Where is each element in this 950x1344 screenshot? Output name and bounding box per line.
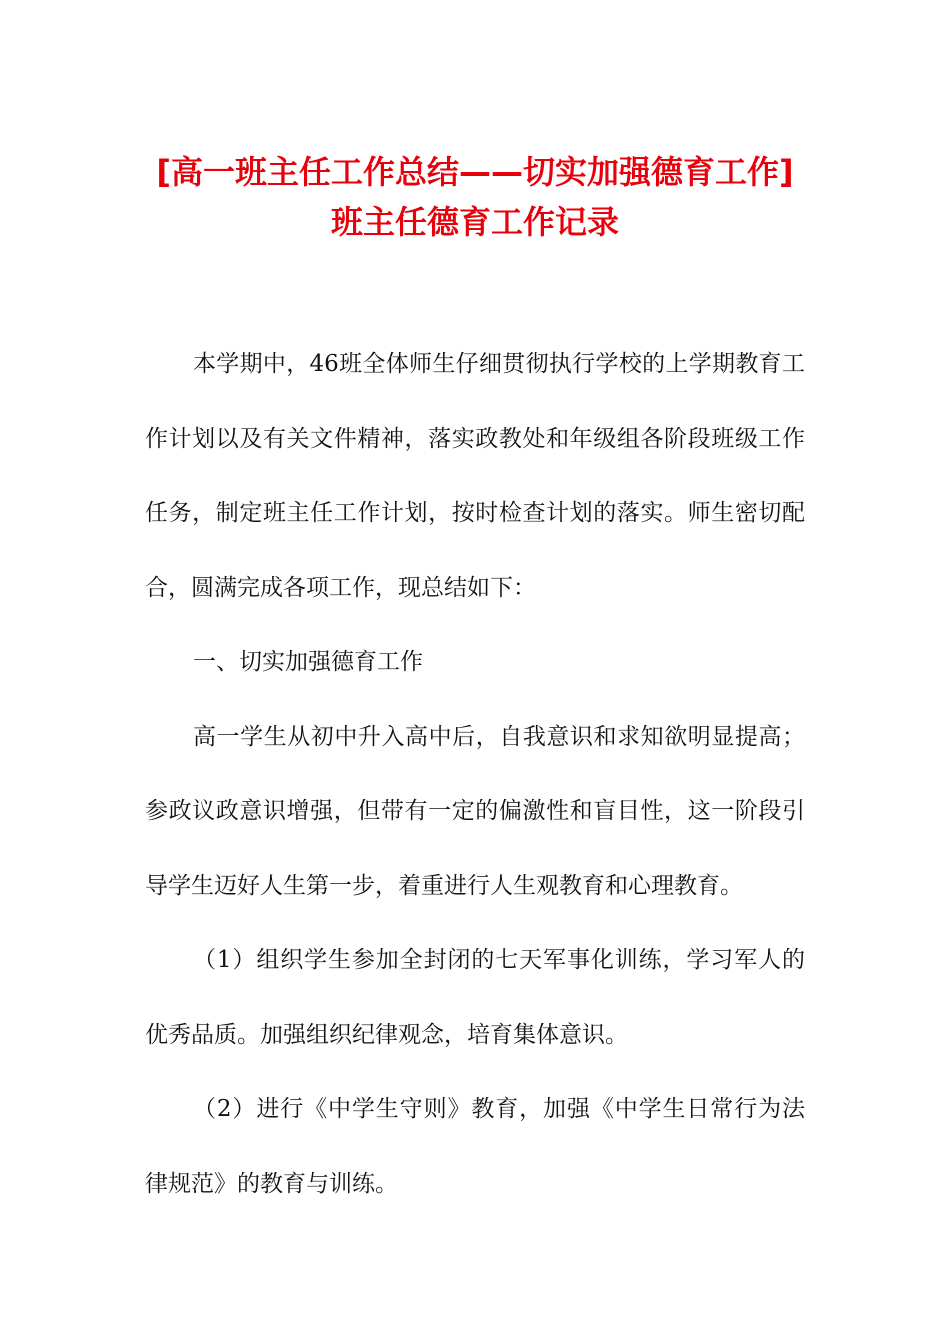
section-heading: 一、切实加强德育工作 [193, 649, 423, 675]
paragraph-item-1: （1）组织学生参加全封闭的七天军事化训练，学习军人的优秀品质。加强组织纪律观念，培育集体意识。 [145, 947, 805, 1048]
document-body [145, 327, 805, 1221]
paragraph-item-2: （2）进行《中学生守则》教育，加强《中学生日常行为法律规范》的教育与训练。 [145, 1096, 805, 1197]
paragraph-intro: 本学期中，46班全体师生仔细贯彻执行学校的上学期教育工作计划以及有关文件精神，落实政教处和年级组各阶段班级工作任务，制定班主任工作计划，按时检查计划的落实。师生密切配合，圆满完成各项工作，现总结如下： [145, 351, 805, 601]
paragraph-student-context: 高一学生从初中升入高中后，自我意识和求知欲明显提高；参政议政意识增强，但带有一定的偏激性和盲目性，这一阶段引导学生迈好人生第一步，着重进行人生观教育和心理教育。 [145, 723, 805, 899]
document-title: [高一班主任工作总结——切实加强德育工作]班主任德育工作记录 [156, 153, 794, 241]
